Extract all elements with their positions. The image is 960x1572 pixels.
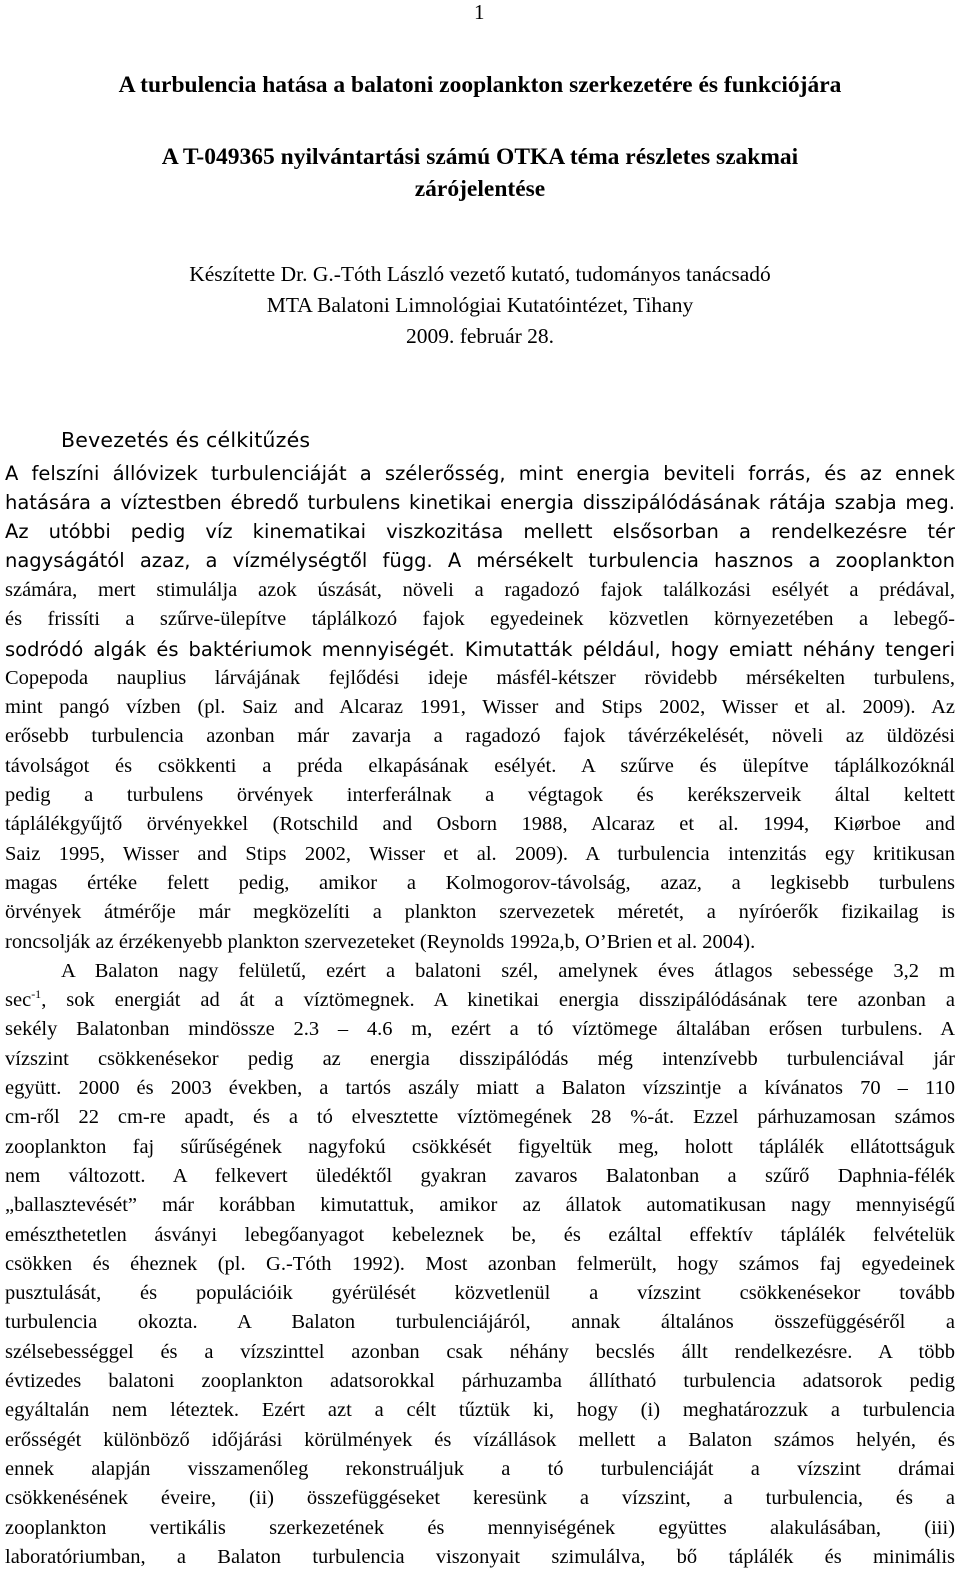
- text-line: laboratóriumban, a Balaton turbulencia viszonyait szimulálva, bő táplálék és minimális: [5, 1545, 955, 1568]
- text-line: sodródó algák és baktériumok mennyiségét. Kimutatták például, hogy emiatt néhány tengeri: [5, 637, 955, 661]
- text-line: cm-ről 22 cm-re apadt, és a tó elvesztette víztömegének 28 %-át. Ezzel párhuzamosan számos: [5, 1106, 955, 1129]
- text-line: csökken és éheznek (pl. G.-Tóth 1992). Most azonban felmerült, hogy számos faj egyedeinek: [5, 1252, 955, 1275]
- text-line: erősségét különböző időjárási körülmények és vízállások mellett a Balaton számos helyén, és: [5, 1428, 955, 1451]
- text-line: [5, 986, 955, 1015]
- text-line: magas értéke felett pedig, amikor a Kolmogorov-távolság, azaz, a legkisebb turbulens: [5, 871, 955, 894]
- unit-sec: sec: [5, 989, 32, 1012]
- document-subtitle: [0, 141, 960, 205]
- text-line: ennek alapján visszamenőleg rekonstruáljuk a tó turbulenciáját a vízszint drámai: [5, 1457, 955, 1480]
- text-line: szélsebességgel és a vízszinttel azonban csak néhány becslés állt rendelkezésre. A több: [5, 1340, 955, 1363]
- text-line: pusztulását, és populációik gyérülését közvetlenül a vízszint csökkenésekor tovább: [5, 1282, 955, 1305]
- text-line: távolságot és csökkenti a préda elkapásának esélyét. A szűrve és ülepítve táplálkozóknál: [5, 754, 955, 777]
- author-block: [0, 259, 960, 352]
- text-line-part: nagyságától azaz, a vízmélységtől függ. A mérsékelt turbulencia hasznos a zooplankton: [5, 549, 955, 572]
- text-line: A Balaton nagy felületű, ezért a balatoni szél, amelynek éves átlagos sebessége 3,2 m: [61, 959, 955, 982]
- page-number: 1: [474, 0, 485, 24]
- text-line: Saiz 1995, Wisser and Stips 2002, Wisser et al. 2009). A turbulencia intenzitás egy kritikusan: [5, 842, 955, 865]
- text-line: csökkenésének éveire, (ii) összefüggéseket keresünk a vízszint, a turbulencia, és a: [5, 1487, 955, 1510]
- text-line: táplálékgyűjtő örvényekkel (Rotschild and Osborn 1988, Alcaraz et al. 1994, Kiørboe and: [5, 813, 955, 836]
- text-line: sekély Balatonban mindössze 2.3 – 4.6 m, ezért a tó víztömege általában erősen turbulens. A: [5, 1018, 955, 1041]
- author-line: Készítette Dr. G.-Tóth László vezető kutató, tudományos tanácsadó: [189, 262, 771, 286]
- text-line: számára, mert stimulálja azok úszását, növeli a ragadozó fajok találkozási esélyét a prédával,: [5, 579, 955, 601]
- text-line: turbulencia okozta. A Balaton turbulenciájáról, annak általános összefüggéséről a: [5, 1311, 955, 1334]
- text-line: pedig a turbulens örvények interferálnak a végtagok és kerékszerveik által keltett: [5, 784, 955, 807]
- text-line: egyáltalán nem léteztek. Ezért azt a célt tűztük ki, hogy (i) meghatározzuk a turbulencia: [5, 1399, 955, 1422]
- text-line: zooplankton faj sűrűségének nagyfokú csökkését figyeltük meg, holott táplálék ellátottságuk: [5, 1135, 955, 1158]
- text-line: emészthetetlen ásványi lebegőanyagot kebeleznek be, és ezáltal effektív táplálék felvételük: [5, 1223, 955, 1246]
- text-line: hatására a víztestben ébredő turbulens kinetikai energia disszipálódásának rátája szabja meg.: [5, 491, 955, 514]
- document-title: A turbulencia hatása a balatoni zooplankton szerkezetére és funkciójára: [118, 72, 842, 98]
- text-line: örvények átmérője már megközelíti a plankton szervezetek méretét, a nyíróerők fizikailag is: [5, 901, 955, 924]
- institution-line: MTA Balatoni Limnológiai Kutatóintézet, Tihany: [266, 293, 694, 317]
- subtitle-line: A T-049365 nyilvántartási számú OTKA téma részletes szakmai: [161, 144, 799, 170]
- subtitle-line: zárójelentése: [414, 176, 546, 202]
- section-heading: Bevezetés és célkitűzés: [61, 428, 311, 452]
- text-line: és frissíti a szűrve-ülepítve táplálkozó fajok egyedeinek közvetlen környezetében a lebegő-: [5, 608, 955, 631]
- text-line: Copepoda nauplius lárvájának fejlődési ideje másfél-kétszer rövidebb mérsékelten turbulens,: [5, 666, 955, 689]
- text-line: zooplankton vertikális szerkezetének és mennyiségének együttes alakulásában, (iii): [5, 1516, 955, 1539]
- text-line: [5, 546, 955, 576]
- text-line: Az utóbbi pedig víz kinematikai viszkozitása mellett elsősorban a rendelkezésre tér: [5, 520, 955, 543]
- text-line: erősebb turbulencia azonban már zavarja a ragadozó fajok távérzékelését, növeli az üldözési: [5, 725, 955, 748]
- text-line: nem változott. A felkevert üledéktől gyakran zavaros Balatonban a szűrő Daphnia-félék: [5, 1164, 955, 1187]
- text-line: A felszíni állóvizek turbulenciáját a szélerősség, mint energia beviteli forrás, és az ennek: [5, 462, 955, 485]
- text-line: évtizedes balatoni zooplankton adatsorokkal párhuzamba állítható turbulencia adatsorok pedig: [5, 1370, 955, 1393]
- date-line: 2009. február 28.: [405, 324, 555, 348]
- superscript-minus-one: -1: [31, 987, 42, 1002]
- text-line: együtt. 2000 és 2003 években, a tartós aszály miatt a Balaton vízszintje a kívánatos 70 – 110: [5, 1077, 955, 1100]
- text-line-rest: , sok energiát ad át a víztömegnek. A kinetikai energia disszipálódásának tere azonban a: [41, 989, 955, 1012]
- text-line: „ballasztevését” már korábban kimutattuk, amikor az állatok automatikusan nagy mennyiségű: [5, 1194, 955, 1217]
- text-line: roncsolják az érzékenyebb plankton szervezeteket (Reynolds 1992a,b, O’Brien et al. 2004).: [5, 930, 756, 953]
- text-line: vízszint csökkenésekor pedig az energia disszipálódás még intenzívebb turbulenciával jár: [5, 1047, 955, 1070]
- body-text: [5, 459, 955, 1572]
- text-line: mint pangó vízben (pl. Saiz and Alcaraz 1991, Wisser and Stips 2002, Wisser et al. 2009). Az: [5, 696, 955, 719]
